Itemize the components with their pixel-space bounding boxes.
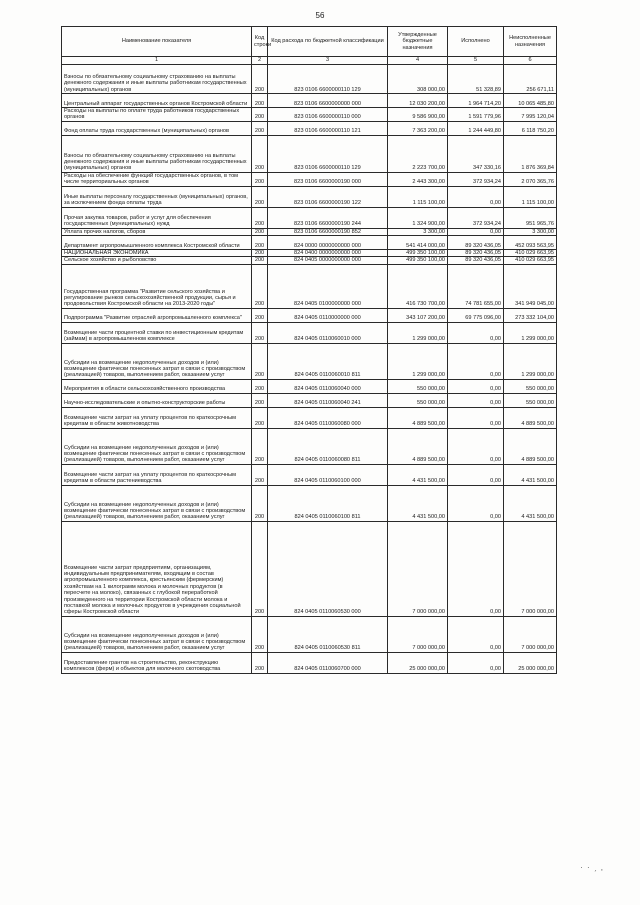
row-approved-amount: 1 299 000,00 (388, 343, 448, 379)
row-executed-amount: 0,00 (448, 485, 504, 521)
table-row (62, 393, 557, 407)
row-remaining-amount: 1 876 369,84 (504, 135, 557, 172)
row-budget-code: 824 0405 0110060530 811 (268, 616, 388, 652)
row-remaining-amount: 4 889 500,00 (504, 407, 557, 428)
row-name: Расходы на выплаты по оплате труда работников государственных органов (62, 108, 252, 122)
row-approved-amount: 7 000 000,00 (388, 616, 448, 652)
row-executed-amount: 1 964 714,20 (448, 94, 504, 108)
row-executed-amount: 0,00 (448, 393, 504, 407)
row-budget-code: 823 0106 6600000000 000 (268, 94, 388, 108)
row-budget-code: 824 0405 0110060080 811 (268, 428, 388, 464)
table-row (62, 135, 557, 172)
row-line-code: 200 (252, 65, 268, 94)
row-executed-amount: 74 781 655,00 (448, 264, 504, 308)
row-approved-amount: 416 730 700,00 (388, 264, 448, 308)
row-approved-amount: 1 115 100,00 (388, 186, 448, 207)
row-budget-code: 823 0106 6600000190 244 (268, 207, 388, 228)
row-executed-amount: 0,00 (448, 322, 504, 343)
table-body (62, 65, 557, 674)
row-remaining-amount: 4 431 500,00 (504, 464, 557, 485)
row-executed-amount: 0,00 (448, 616, 504, 652)
table-row (62, 257, 557, 264)
row-approved-amount: 4 889 500,00 (388, 407, 448, 428)
row-executed-amount: 51 328,89 (448, 65, 504, 94)
row-line-code: 200 (252, 652, 268, 673)
row-approved-amount: 4 431 500,00 (388, 464, 448, 485)
row-budget-code: 824 0405 0110060010 000 (268, 322, 388, 343)
table-row (62, 464, 557, 485)
row-approved-amount: 2 443 300,00 (388, 172, 448, 186)
row-approved-amount: 2 223 700,00 (388, 135, 448, 172)
row-remaining-amount: 951 965,76 (504, 207, 557, 228)
row-line-code: 200 (252, 94, 268, 108)
row-remaining-amount: 1 299 000,00 (504, 343, 557, 379)
column-number: 6 (504, 57, 557, 65)
row-approved-amount: 1 324 900,00 (388, 207, 448, 228)
row-name: Возмещение части затрат предприятиям, организациям, индивидуальным предпринимателям, входящим в состав агропромышленного комплекса, крестьянским (фермерским) хозяйствам на 1 килограмм молока и молочных продуктов (в пересчете на молоко), связанных с глубокой переработкой произведенного на территории Костромской области молока и поставкой молока и молочных продуктов в учреждения социальной сферы Костромской области (62, 521, 252, 616)
row-executed-amount: 89 320 436,05 (448, 236, 504, 250)
row-name: Расходы на обеспечение функций государственных органов, в том числе территориальных органов (62, 172, 252, 186)
row-line-code: 200 (252, 121, 268, 135)
row-remaining-amount: 452 093 563,95 (504, 236, 557, 250)
header-budget-code: Код расхода по бюджетной классификации (268, 27, 388, 57)
table-row (62, 407, 557, 428)
row-name: Возмещение части затрат на уплату процентов по краткосрочным кредитам в области растениеводства (62, 464, 252, 485)
row-approved-amount: 541 414 000,00 (388, 236, 448, 250)
row-name: Департамент агропромышленного комплекса Костромской области (62, 236, 252, 250)
column-number: 1 (62, 57, 252, 65)
row-approved-amount: 1 299 000,00 (388, 322, 448, 343)
row-executed-amount: 0,00 (448, 464, 504, 485)
row-remaining-amount: 4 889 500,00 (504, 428, 557, 464)
row-name: Предоставление грантов на строительство, реконструкцию комплексов (ферм) и объектов для молочного скотоводства (62, 652, 252, 673)
row-budget-code: 823 0106 6600000190 852 (268, 228, 388, 235)
table-row (62, 343, 557, 379)
row-remaining-amount: 273 332 104,00 (504, 308, 557, 322)
scan-artifact-mark: · · ˏ , (580, 863, 604, 872)
table-row (62, 485, 557, 521)
row-approved-amount: 7 363 200,00 (388, 121, 448, 135)
row-name: Центральный аппарат государственных органов Костромской области (62, 94, 252, 108)
row-name: Субсидии на возмещение недополученных доходов и (или) возмещение фактически понесенных затрат в связи с производством (реализацией) товаров, выполнением работ, оказанием услуг (62, 428, 252, 464)
row-budget-code: 823 0106 6600000110 129 (268, 135, 388, 172)
row-name: НАЦИОНАЛЬНАЯ ЭКОНОМИКА (62, 250, 252, 257)
row-approved-amount: 343 107 200,00 (388, 308, 448, 322)
row-approved-amount: 550 000,00 (388, 393, 448, 407)
row-budget-code: 824 0400 0000000000 000 (268, 250, 388, 257)
row-executed-amount: 0,00 (448, 428, 504, 464)
row-budget-code: 824 0405 0110060040 241 (268, 393, 388, 407)
row-budget-code: 824 0405 0110060040 000 (268, 379, 388, 393)
row-remaining-amount: 10 065 485,80 (504, 94, 557, 108)
row-remaining-amount: 3 300,00 (504, 228, 557, 235)
row-line-code: 200 (252, 379, 268, 393)
header-executed: Исполнено (448, 27, 504, 57)
row-executed-amount: 372 934,24 (448, 207, 504, 228)
row-budget-code: 823 0106 6600000190 000 (268, 172, 388, 186)
table-row (62, 94, 557, 108)
row-executed-amount: 69 775 096,00 (448, 308, 504, 322)
row-name: Научно-исследовательские и опытно-конструкторские работы (62, 393, 252, 407)
row-budget-code: 823 0106 6600000110 000 (268, 108, 388, 122)
table-header-row (62, 27, 557, 57)
budget-execution-table (61, 26, 557, 674)
row-executed-amount: 1 244 449,80 (448, 121, 504, 135)
row-line-code: 200 (252, 108, 268, 122)
header-remaining: Неисполненные назначения (504, 27, 557, 57)
table-row (62, 207, 557, 228)
header-line-code: Код строки (252, 27, 268, 57)
row-line-code: 200 (252, 393, 268, 407)
row-remaining-amount: 2 070 365,76 (504, 172, 557, 186)
row-name: Возмещение части затрат на уплату процентов по краткосрочным кредитам в области животноводства (62, 407, 252, 428)
row-line-code: 200 (252, 521, 268, 616)
row-name: Уплата прочих налогов, сборов (62, 228, 252, 235)
header-indicator-name: Наименование показателя (62, 27, 252, 57)
row-approved-amount: 7 000 000,00 (388, 521, 448, 616)
row-line-code: 200 (252, 172, 268, 186)
row-name: Государственная программа "Развитие сельского хозяйства и регулирование рынков сельскохозяйственной продукции, сырья и продовольствия Костромской области на 2013-2020 годы" (62, 264, 252, 308)
header-approved: Утвержденные бюджетные назначения (388, 27, 448, 57)
row-approved-amount: 499 350 100,00 (388, 257, 448, 264)
table-row (62, 322, 557, 343)
row-remaining-amount: 256 671,11 (504, 65, 557, 94)
row-name: Мероприятия в области сельскохозяйственного производства (62, 379, 252, 393)
table-row (62, 521, 557, 616)
table-row (62, 264, 557, 308)
row-name: Взносы по обязательному социальному страхованию на выплаты денежного содержания и иные выплаты работникам государственных (муниципальных) органов (62, 65, 252, 94)
row-remaining-amount: 1 299 000,00 (504, 322, 557, 343)
column-number: 5 (448, 57, 504, 65)
table-row (62, 652, 557, 673)
row-approved-amount: 9 586 900,00 (388, 108, 448, 122)
row-line-code: 200 (252, 186, 268, 207)
row-approved-amount: 308 000,00 (388, 65, 448, 94)
row-remaining-amount: 410 029 663,95 (504, 250, 557, 257)
row-line-code: 200 (252, 343, 268, 379)
row-budget-code: 824 0405 0110060100 811 (268, 485, 388, 521)
table-row (62, 250, 557, 257)
row-remaining-amount: 7 000 000,00 (504, 521, 557, 616)
row-name: Субсидии на возмещение недополученных доходов и (или) возмещение фактически понесенных затрат в связи с производством (реализацией) товаров, выполнением работ, оказанием услуг (62, 616, 252, 652)
row-remaining-amount: 7 995 120,04 (504, 108, 557, 122)
row-line-code: 200 (252, 250, 268, 257)
row-budget-code: 823 0106 6600000110 121 (268, 121, 388, 135)
row-name: Фонд оплаты труда государственных (муниципальных) органов (62, 121, 252, 135)
row-line-code: 200 (252, 428, 268, 464)
row-executed-amount: 89 320 436,05 (448, 250, 504, 257)
row-executed-amount: 0,00 (448, 379, 504, 393)
column-number: 2 (252, 57, 268, 65)
row-executed-amount: 0,00 (448, 652, 504, 673)
row-approved-amount: 3 300,00 (388, 228, 448, 235)
row-remaining-amount: 7 000 000,00 (504, 616, 557, 652)
row-remaining-amount: 341 949 045,00 (504, 264, 557, 308)
row-name: Взносы по обязательному социальному страхованию на выплаты денежного содержания и иные выплаты работникам государственных (муниципальных) органов (62, 135, 252, 172)
table-row (62, 379, 557, 393)
table-row (62, 428, 557, 464)
row-line-code: 200 (252, 322, 268, 343)
table-row (62, 616, 557, 652)
row-remaining-amount: 550 000,00 (504, 379, 557, 393)
row-line-code: 200 (252, 464, 268, 485)
row-line-code: 200 (252, 236, 268, 250)
table-row (62, 308, 557, 322)
row-remaining-amount: 1 115 100,00 (504, 186, 557, 207)
table-row (62, 228, 557, 235)
row-name: Прочая закупка товаров, работ и услуг для обеспечения государственных (муниципальных) нужд (62, 207, 252, 228)
table-row (62, 121, 557, 135)
row-executed-amount: 0,00 (448, 343, 504, 379)
row-executed-amount: 0,00 (448, 521, 504, 616)
row-approved-amount: 550 000,00 (388, 379, 448, 393)
row-line-code: 200 (252, 264, 268, 308)
row-budget-code: 824 0000 0000000000 000 (268, 236, 388, 250)
table-row (62, 65, 557, 94)
row-remaining-amount: 4 431 500,00 (504, 485, 557, 521)
row-line-code: 200 (252, 135, 268, 172)
row-line-code: 200 (252, 407, 268, 428)
row-approved-amount: 12 030 200,00 (388, 94, 448, 108)
row-remaining-amount: 410 029 663,95 (504, 257, 557, 264)
row-executed-amount: 1 591 779,96 (448, 108, 504, 122)
column-number-row (62, 57, 557, 65)
row-remaining-amount: 550 000,00 (504, 393, 557, 407)
table-row (62, 108, 557, 122)
table-row (62, 236, 557, 250)
row-remaining-amount: 6 118 750,20 (504, 121, 557, 135)
row-budget-code: 824 0405 0000000000 000 (268, 257, 388, 264)
row-budget-code: 824 0405 0110060010 811 (268, 343, 388, 379)
row-approved-amount: 4 431 500,00 (388, 485, 448, 521)
row-line-code: 200 (252, 485, 268, 521)
row-approved-amount: 4 889 500,00 (388, 428, 448, 464)
row-line-code: 200 (252, 207, 268, 228)
row-budget-code: 823 0106 6600000110 129 (268, 65, 388, 94)
row-name: Субсидии на возмещение недополученных доходов и (или) возмещение фактически понесенных затрат в связи с производством (реализацией) товаров, выполнением работ, оказанием услуг (62, 343, 252, 379)
row-executed-amount: 89 320 436,05 (448, 257, 504, 264)
row-remaining-amount: 25 000 000,00 (504, 652, 557, 673)
row-name: Субсидии на возмещение недополученных доходов и (или) возмещение фактически понесенных затрат в связи с производством (реализацией) товаров, выполнением работ, оказанием услуг (62, 485, 252, 521)
table-row (62, 186, 557, 207)
row-approved-amount: 499 350 100,00 (388, 250, 448, 257)
row-name: Иные выплаты персоналу государственных (муниципальных) органов, за исключением фонда оплаты труда (62, 186, 252, 207)
row-executed-amount: 0,00 (448, 186, 504, 207)
row-budget-code: 824 0405 0110060530 000 (268, 521, 388, 616)
row-name: Возмещение части процентной ставки по инвестиционным кредитам (займам) в агропромышленном комплексе (62, 322, 252, 343)
row-budget-code: 824 0405 0110000000 000 (268, 308, 388, 322)
row-budget-code: 823 0106 6600000190 122 (268, 186, 388, 207)
row-line-code: 200 (252, 228, 268, 235)
row-budget-code: 824 0405 0100000000 000 (268, 264, 388, 308)
row-budget-code: 824 0405 0110060080 000 (268, 407, 388, 428)
column-number: 3 (268, 57, 388, 65)
row-executed-amount: 347 330,16 (448, 135, 504, 172)
table-row (62, 172, 557, 186)
row-budget-code: 824 0405 0110060100 000 (268, 464, 388, 485)
row-executed-amount: 0,00 (448, 407, 504, 428)
row-budget-code: 824 0405 0110060700 000 (268, 652, 388, 673)
column-number: 4 (388, 57, 448, 65)
row-executed-amount: 372 934,24 (448, 172, 504, 186)
row-line-code: 200 (252, 616, 268, 652)
row-executed-amount: 0,00 (448, 228, 504, 235)
row-line-code: 200 (252, 308, 268, 322)
row-name: Сельское хозяйство и рыболовство (62, 257, 252, 264)
row-line-code: 200 (252, 257, 268, 264)
row-name: Подпрограмма "Развитие отраслей агропромышленного комплекса" (62, 308, 252, 322)
page-number: 56 (315, 11, 325, 20)
row-approved-amount: 25 000 000,00 (388, 652, 448, 673)
